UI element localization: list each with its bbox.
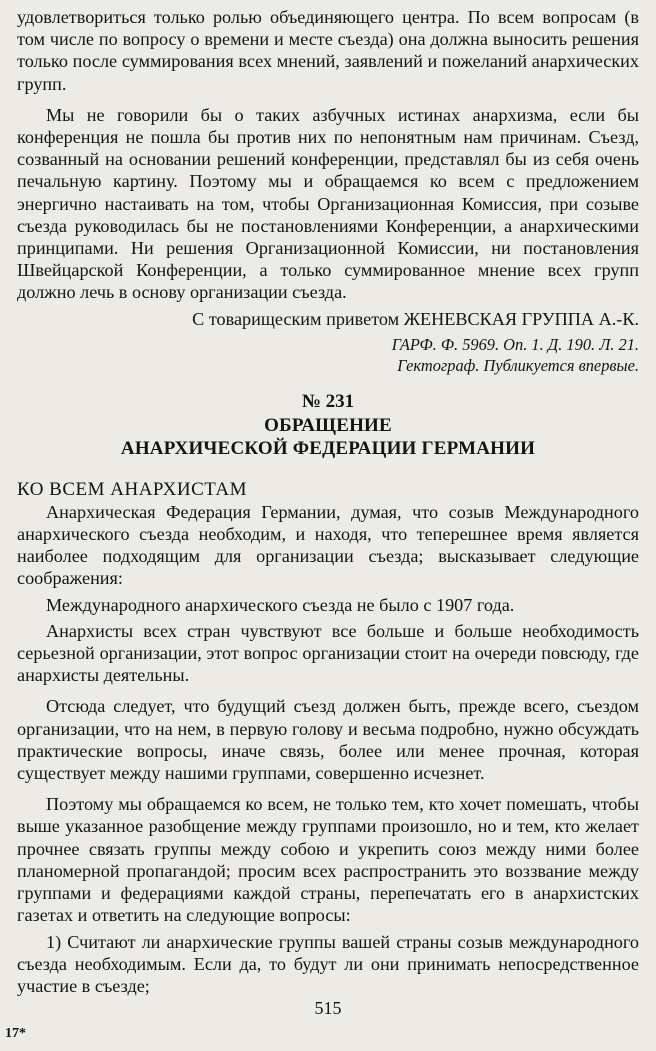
paragraph: Анархическая Федерация Германии, думая, что созыв Международного анархического съезда необходим, и находя, что теперешнее время является наиболее подходящим для организации съезда; высказывает следующие соображения: xyxy=(17,501,639,589)
paragraph-question-1: 1) Считают ли анархические группы вашей страны созыв международного съезда необходимым. Если да, то будут ли они принимать непосредственное участие в съезде; xyxy=(17,931,639,996)
archive-reference: ГАРФ. Ф. 5969. Оп. 1. Д. 190. Л. 21. xyxy=(391,334,639,354)
archive-note: Гектограф. Публикуется впервые. xyxy=(397,355,639,375)
signature-mark: 17* xyxy=(5,1026,26,1041)
paragraph: Отсюда следует, что будущий съезд должен быть, прежде всего, съездом организации, что на нем, в первую голову и весьма подробно, нужно обсуждать практические вопросы, иначе связь, более или менее прочная, которая существует между нашими группами, совершенно исчезнет. xyxy=(17,696,639,784)
text-column xyxy=(17,6,639,997)
paragraph: Поэтому мы обращаемся ко всем, не только тем, кто хочет помешать, чтобы выше указанное разобщение между группами произошло, но и тем, кто желает прочнее связать группы между собою и укрепить союз между ними более планомерной пропагандой; просим всех распространить это воззвание между группами и федерациями каждой страны, перепечатать его в анархистских газетах и ответить на следующие вопросы: xyxy=(17,794,639,926)
paragraph: Мы не говорили бы о таких азбучных истинах анархизма, если бы конференция не пошла бы против них по непонятным нам причинам. Съезд, созванный на основании решений конференции, представлял бы из себя очень печальную картину. Поэтому мы и обращаемся ко всем с предложением энергично настаивать на том, чтобы Организационная Комиссия, при созыве съезда руководилась бы не постановлениями Конференции, а анархическими принципами. Ни решения Организационной Комиссии, ни постановления Швейцарской Конференции, а только суммированное мнение всех групп должно лечь в основу организации съезда. xyxy=(17,104,639,303)
addressee: КО ВСЕМ АНАРХИСТАМ xyxy=(17,478,248,500)
document-title-line1: ОБРАЩЕНИЕ xyxy=(264,414,392,436)
document-title-line2: АНАРХИЧЕСКОЙ ФЕДЕРАЦИИ ГЕРМАНИИ xyxy=(120,437,536,459)
document-number: № 231 xyxy=(301,390,355,412)
paragraph: Международного анархического съезда не было с 1907 года. xyxy=(46,594,515,615)
signoff: С товарищеским приветом ЖЕНЕВСКАЯ ГРУППА А.-К. xyxy=(192,308,639,329)
page-number: 515 xyxy=(314,998,342,1018)
paragraph: Анархисты всех стран чувствуют все больше и больше необходимость серьезной организации, этот вопрос организации стоит на очереди повсюду, где анархисты деятельны. xyxy=(17,620,639,686)
paragraph-continued: удовлетвориться только ролью объединяющего центра. По всем вопросам (в том числе по вопросу о времени и месте съезда) она должна выносить решения только после суммирования всех мнений, заявлений и пожеланий анархических групп. xyxy=(17,7,639,94)
